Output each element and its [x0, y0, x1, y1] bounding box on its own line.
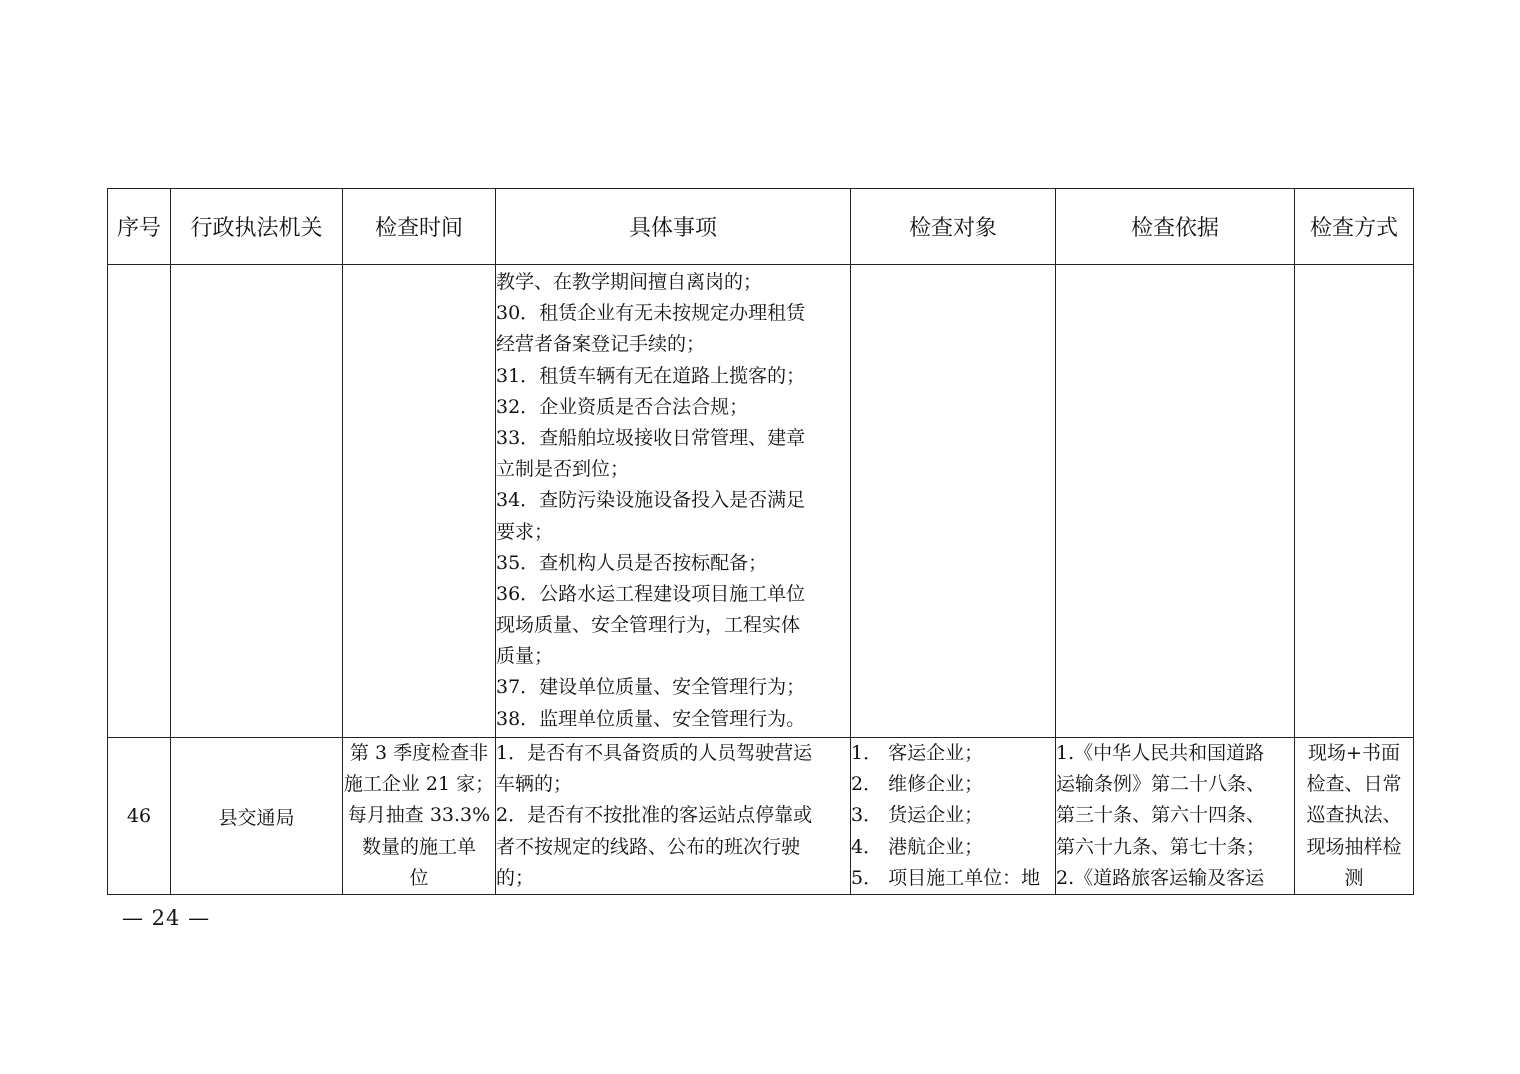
row2-basis-cell — [1056, 738, 1295, 895]
row2-objects-cell — [851, 738, 1056, 895]
row1-method-cell — [1295, 265, 1414, 738]
table-row — [108, 738, 1414, 895]
basis-line: 2.《道路旅客运输及客运 — [1056, 866, 1265, 889]
item-line: 质量； — [496, 645, 554, 668]
table-row — [108, 265, 1414, 738]
object-line: 5． 项目施工单位：地 — [851, 866, 1041, 889]
item-line: 35．查机构人员是否按标配备； — [496, 551, 768, 574]
header-method: 检查方式 — [1295, 189, 1414, 265]
item-line: 要求； — [496, 520, 554, 543]
method-line: 现场+书面 — [1308, 742, 1400, 764]
time-line: 第 3 季度检查非 — [349, 742, 489, 764]
basis-line: 第三十条、第六十四条、 — [1056, 804, 1266, 827]
item-line: 2．是否有不按批准的客运站点停靠或 — [496, 804, 813, 827]
item-line: 37．建设单位质量、安全管理行为； — [496, 676, 806, 699]
header-objects: 检查对象 — [851, 189, 1056, 265]
object-line: 4． 港航企业； — [851, 835, 984, 858]
item-line: 者不按规定的线路、公布的班次行驶 — [496, 835, 801, 858]
row1-seq-cell — [108, 265, 171, 738]
time-line: 位 — [409, 866, 429, 889]
item-line: 34．查防污染设施设备投入是否满足 — [496, 489, 806, 512]
object-line: 3． 货运企业； — [851, 804, 984, 827]
object-line: 1． 客运企业； — [851, 742, 984, 764]
item-line: 33．查船舶垃圾接收日常管理、建章 — [496, 426, 806, 449]
item-line: 车辆的； — [496, 773, 573, 796]
row2-agency-cell: 县交通局 — [171, 738, 343, 895]
row1-agency-cell — [171, 265, 343, 738]
inspection-table — [107, 188, 1414, 895]
row1-objects-cell — [851, 265, 1056, 738]
item-line: 的； — [496, 866, 535, 889]
basis-line: 第六十九条、第七十条； — [1056, 835, 1266, 858]
item-line: 38．监理单位质量、安全管理行为。 — [496, 707, 806, 730]
item-line: 1．是否有不具备资质的人员驾驶营运 — [496, 742, 813, 764]
time-line: 数量的施工单 — [361, 835, 476, 858]
row2-basis-text — [1056, 738, 1294, 894]
header-row — [108, 189, 1414, 265]
time-line: 施工企业 21 家； — [343, 773, 495, 796]
row2-objects-text — [851, 738, 1055, 894]
row1-items-text — [496, 265, 850, 735]
row2-items-cell — [496, 738, 851, 895]
row2-time-cell — [343, 738, 496, 895]
header-items: 具体事项 — [496, 189, 851, 265]
method-line: 检查、日常 — [1306, 773, 1402, 796]
row2-method-cell — [1295, 738, 1414, 895]
header-seq: 序号 — [108, 189, 171, 265]
method-line: 测 — [1344, 866, 1364, 889]
item-line: 经营者备案登记手续的； — [496, 333, 706, 356]
method-line: 现场抽样检 — [1306, 835, 1402, 858]
page-number: — 24 — — [122, 906, 211, 930]
row2-items-text — [496, 738, 850, 894]
time-line: 每月抽查 33.3% — [347, 804, 491, 827]
method-line: 巡查执法、 — [1306, 804, 1402, 827]
header-agency: 行政执法机关 — [171, 189, 343, 265]
header-basis: 检查依据 — [1056, 189, 1295, 265]
header-time: 检查时间 — [343, 189, 496, 265]
item-line: 教学、在教学期间擅自离岗的； — [496, 271, 763, 293]
row1-time-cell — [343, 265, 496, 738]
basis-line: 1.《中华人民共和国道路 — [1056, 742, 1265, 764]
row1-items-cell — [496, 265, 851, 738]
object-line: 2． 维修企业； — [851, 773, 984, 796]
item-line: 36．公路水运工程建设项目施工单位 — [496, 582, 806, 605]
row2-method-text — [1295, 738, 1413, 894]
row1-basis-cell — [1056, 265, 1295, 738]
row2-seq-cell: 46 — [108, 738, 171, 895]
item-line: 32．企业资质是否合法合规； — [496, 395, 749, 418]
item-line: 31．租赁车辆有无在道路上揽客的； — [496, 364, 806, 387]
item-line: 现场质量、安全管理行为，工程实体 — [496, 614, 801, 637]
item-line: 立制是否到位； — [496, 458, 630, 481]
item-line: 30．租赁企业有无未按规定办理租赁 — [496, 302, 806, 325]
row2-time-text — [343, 738, 495, 894]
basis-line: 运输条例》第二十八条、 — [1056, 773, 1266, 796]
